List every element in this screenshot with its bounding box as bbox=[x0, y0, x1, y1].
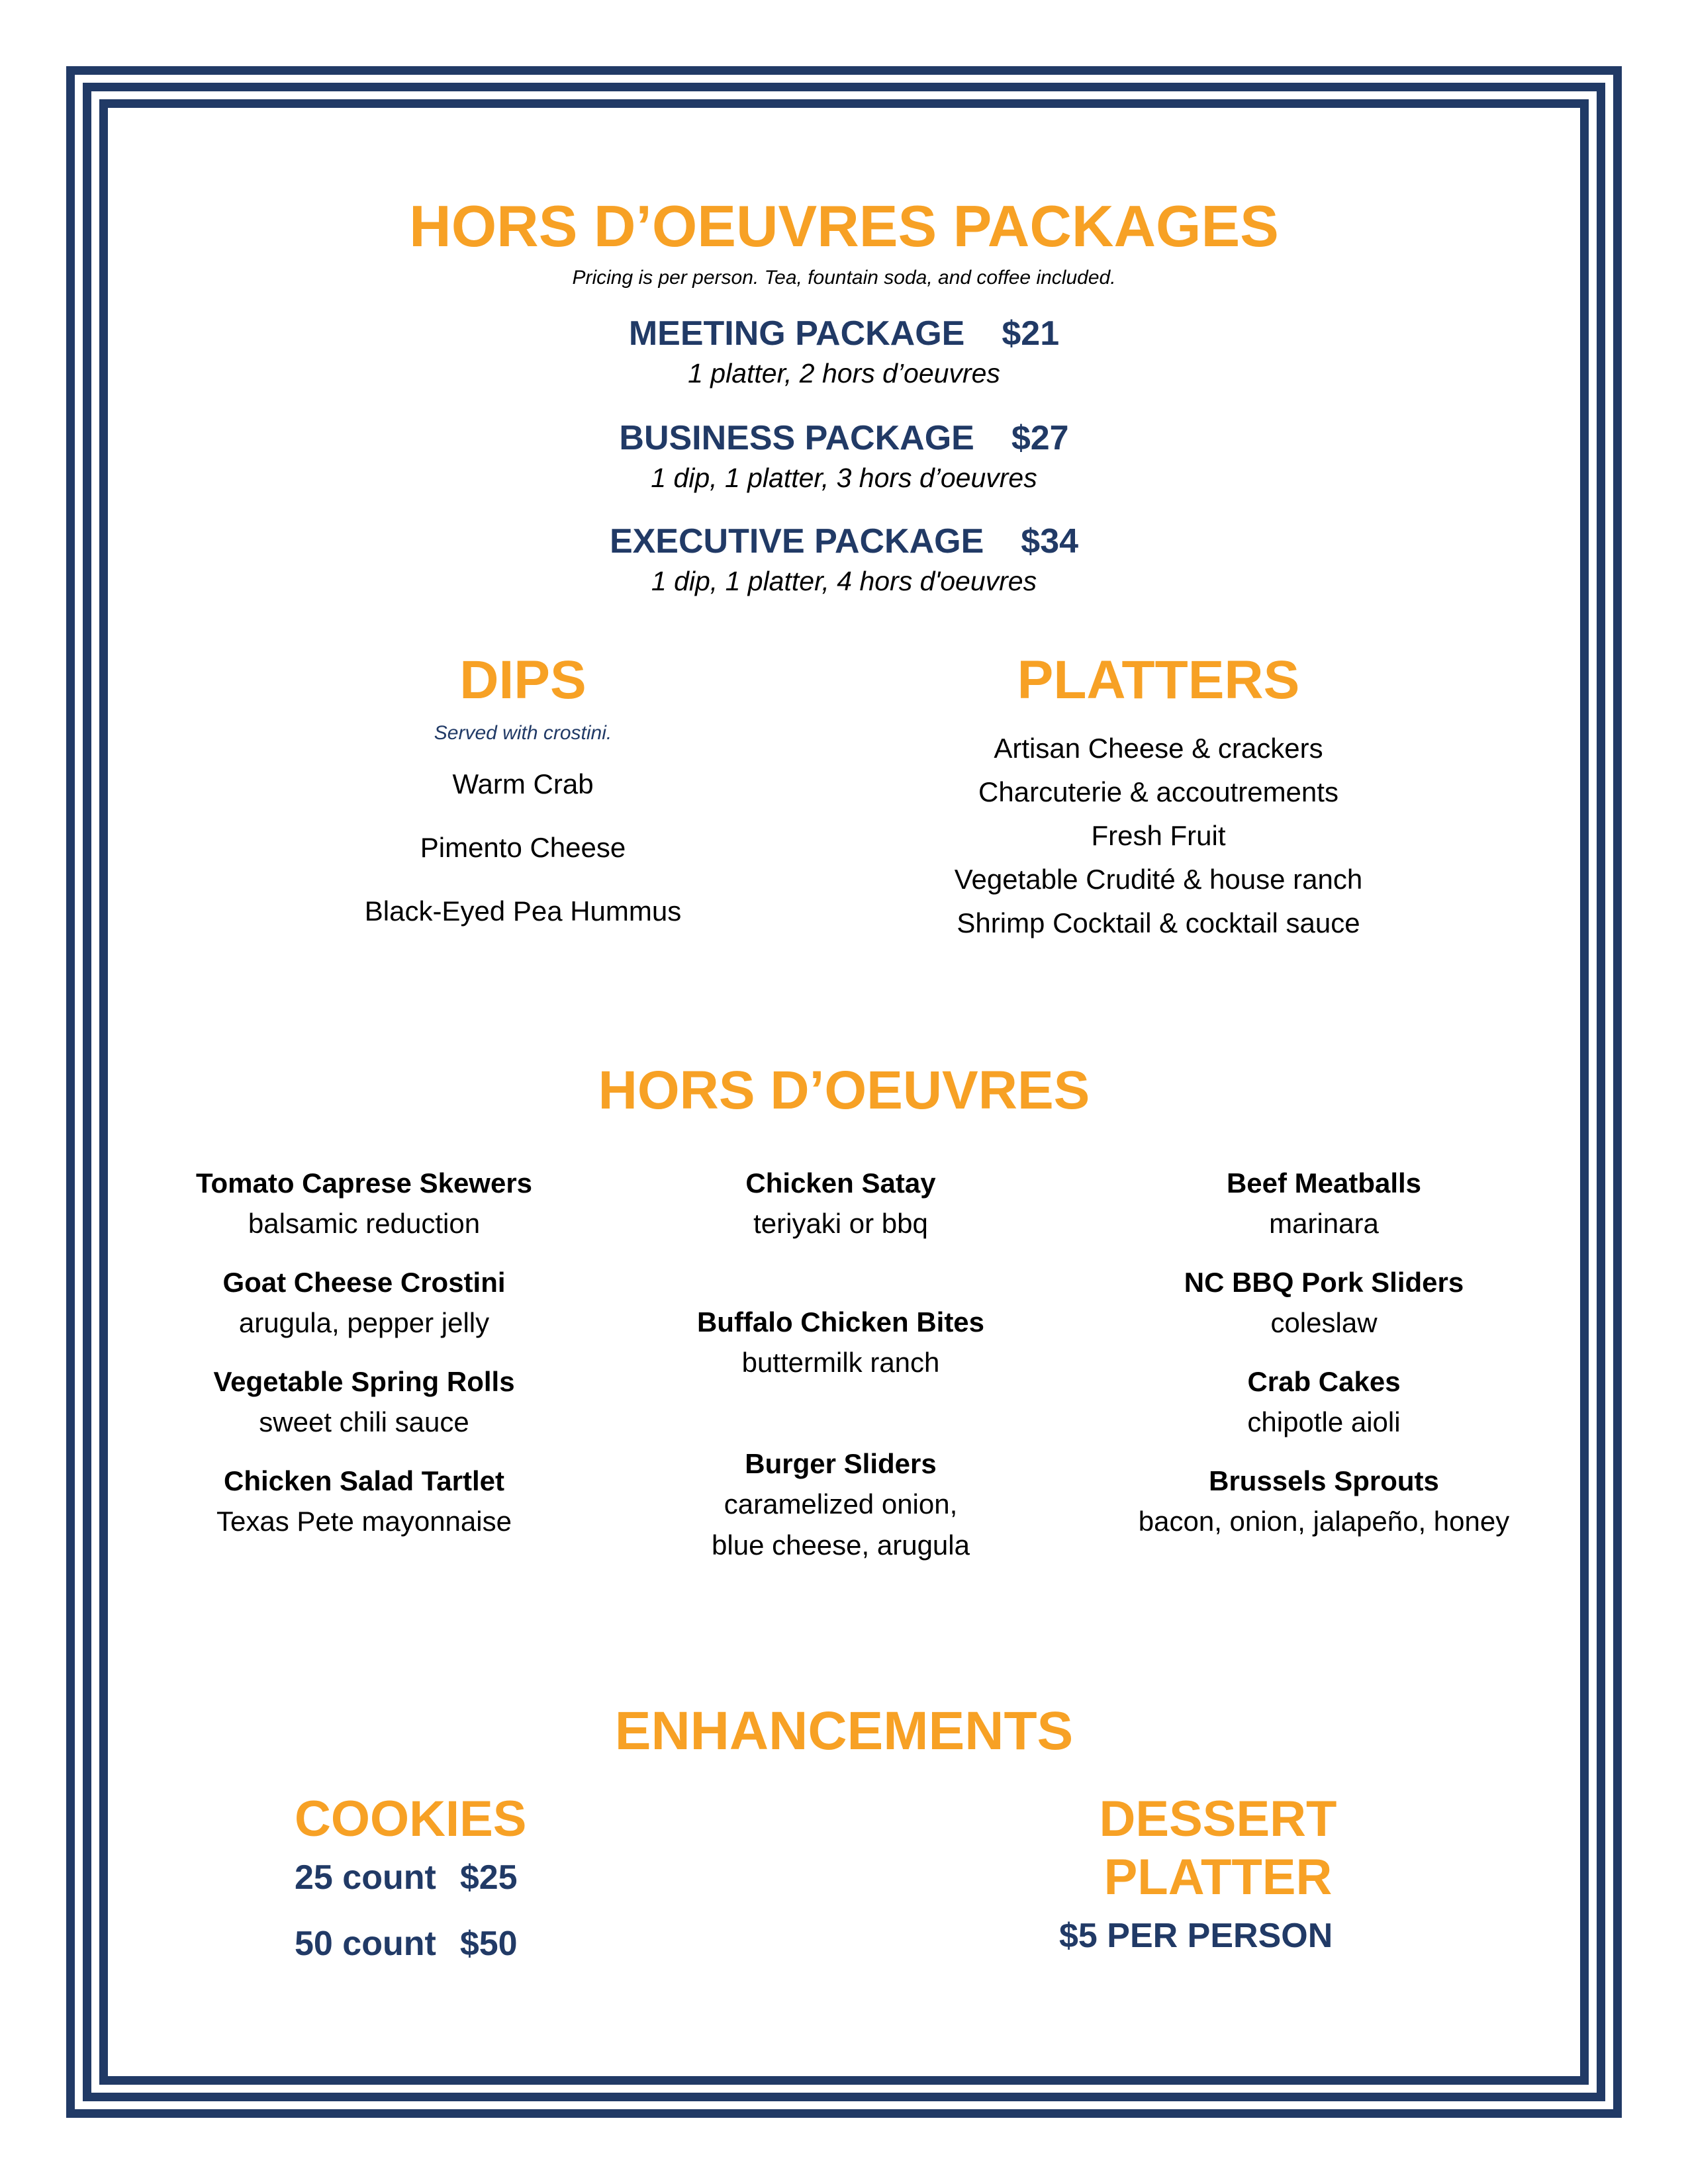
cookies-title: COOKIES bbox=[295, 1791, 527, 1847]
platter-item: Charcuterie & accoutrements bbox=[978, 776, 1338, 807]
item-name: Tomato Caprese Skewers bbox=[195, 1167, 533, 1199]
platter-item: Shrimp Cocktail & cocktail sauce bbox=[957, 907, 1360, 938]
package-price: $34 bbox=[1021, 522, 1079, 561]
dip-item: Pimento Cheese bbox=[420, 832, 626, 863]
platter-item: Artisan Cheese & crackers bbox=[994, 733, 1323, 764]
item-description: bacon, onion, jalapeño, honey bbox=[1138, 1506, 1510, 1537]
item-name: Buffalo Chicken Bites bbox=[696, 1306, 985, 1338]
item-name: NC BBQ Pork Sliders bbox=[1184, 1267, 1464, 1298]
menu-item bbox=[616, 1444, 1066, 1566]
pricing-note: Pricing is per person. Tea, fountain soda, and coffee included. bbox=[572, 267, 1116, 289]
dips-title: DIPS bbox=[459, 650, 586, 710]
item-name: Beef Meatballs bbox=[1226, 1167, 1422, 1199]
item-name: Crab Cakes bbox=[1247, 1366, 1401, 1397]
item-description: teriyaki or bbq bbox=[753, 1208, 928, 1239]
cookie-count: 25 count bbox=[295, 1858, 436, 1897]
cookie-price: $25 bbox=[459, 1858, 518, 1897]
item-name: Burger Sliders bbox=[745, 1448, 937, 1479]
dip-item: Black-Eyed Pea Hummus bbox=[364, 895, 682, 927]
menu-item bbox=[1059, 1461, 1589, 1542]
enhancements-title: ENHANCEMENTS bbox=[614, 1701, 1074, 1761]
menu-item bbox=[1059, 1263, 1589, 1343]
cookie-option bbox=[295, 1923, 626, 1965]
item-description: balsamic reduction bbox=[248, 1208, 481, 1239]
menu-item bbox=[132, 1163, 596, 1244]
menu-item bbox=[1059, 1362, 1589, 1443]
hors-doeuvres-column-2 bbox=[616, 1163, 1066, 1624]
package-executive bbox=[0, 520, 1688, 600]
menu-item bbox=[616, 1302, 1066, 1383]
platters-section bbox=[861, 649, 1456, 945]
item-description: arugula, pepper jelly bbox=[238, 1307, 490, 1338]
platter-item: Fresh Fruit bbox=[1091, 820, 1226, 851]
cookie-price: $50 bbox=[459, 1925, 518, 1963]
item-description: coleslaw bbox=[1270, 1307, 1378, 1338]
page-title: HORS D’OEUVRES PACKAGES bbox=[409, 193, 1279, 259]
dessert-platter-price: $5 PER PERSON bbox=[1059, 1917, 1333, 1955]
item-description: chipotle aioli bbox=[1247, 1406, 1401, 1437]
package-name: BUSINESS PACKAGE bbox=[619, 419, 974, 457]
item-description: Texas Pete mayonnaise bbox=[216, 1506, 512, 1537]
platter-list bbox=[861, 727, 1456, 945]
dips-section bbox=[265, 649, 781, 931]
package-description: 1 dip, 1 platter, 3 hors d’oeuvres bbox=[651, 463, 1037, 493]
hors-doeuvres-title: HORS D’OEUVRES bbox=[598, 1060, 1090, 1120]
menu-item bbox=[1059, 1163, 1589, 1244]
item-name: Vegetable Spring Rolls bbox=[213, 1366, 515, 1397]
item-name: Chicken Satay bbox=[745, 1167, 936, 1199]
item-description: marinara bbox=[1269, 1208, 1379, 1239]
package-price: $21 bbox=[1002, 314, 1060, 353]
menu-item bbox=[616, 1163, 1066, 1244]
menu-item bbox=[132, 1263, 596, 1343]
item-description: buttermilk ranch bbox=[741, 1347, 940, 1378]
package-description: 1 platter, 2 hors d’oeuvres bbox=[688, 358, 1000, 388]
menu-item bbox=[132, 1362, 596, 1443]
package-name: MEETING PACKAGE bbox=[628, 314, 965, 353]
item-description: sweet chili sauce bbox=[259, 1406, 469, 1437]
cookie-count: 50 count bbox=[295, 1925, 436, 1963]
item-name: Brussels Sprouts bbox=[1209, 1465, 1439, 1496]
item-name: Chicken Salad Tartlet bbox=[223, 1465, 505, 1496]
menu-item bbox=[132, 1461, 596, 1542]
cookie-option bbox=[295, 1856, 626, 1899]
hors-doeuvres-column-3 bbox=[1059, 1163, 1589, 1561]
dessert-platter-section bbox=[980, 1790, 1456, 1957]
item-name: Goat Cheese Crostini bbox=[222, 1267, 506, 1298]
item-description-line-2: blue cheese, arugula bbox=[712, 1529, 970, 1561]
package-business bbox=[0, 417, 1688, 496]
package-meeting bbox=[0, 312, 1688, 392]
dips-note: Served with crostini. bbox=[434, 722, 612, 744]
item-description: caramelized onion, bbox=[724, 1488, 958, 1520]
package-price: $27 bbox=[1011, 419, 1069, 457]
platter-item: Vegetable Crudité & house ranch bbox=[954, 864, 1363, 895]
cookies-section bbox=[295, 1790, 626, 1965]
package-description: 1 dip, 1 platter, 4 hors d'oeuvres bbox=[651, 566, 1037, 596]
package-name: EXECUTIVE PACKAGE bbox=[609, 522, 984, 561]
hors-doeuvres-column-1 bbox=[132, 1163, 596, 1561]
dessert-platter-title: DESSERT PLATTER bbox=[1099, 1791, 1337, 1905]
dip-item: Warm Crab bbox=[452, 768, 594, 799]
platters-title: PLATTERS bbox=[1017, 650, 1300, 710]
